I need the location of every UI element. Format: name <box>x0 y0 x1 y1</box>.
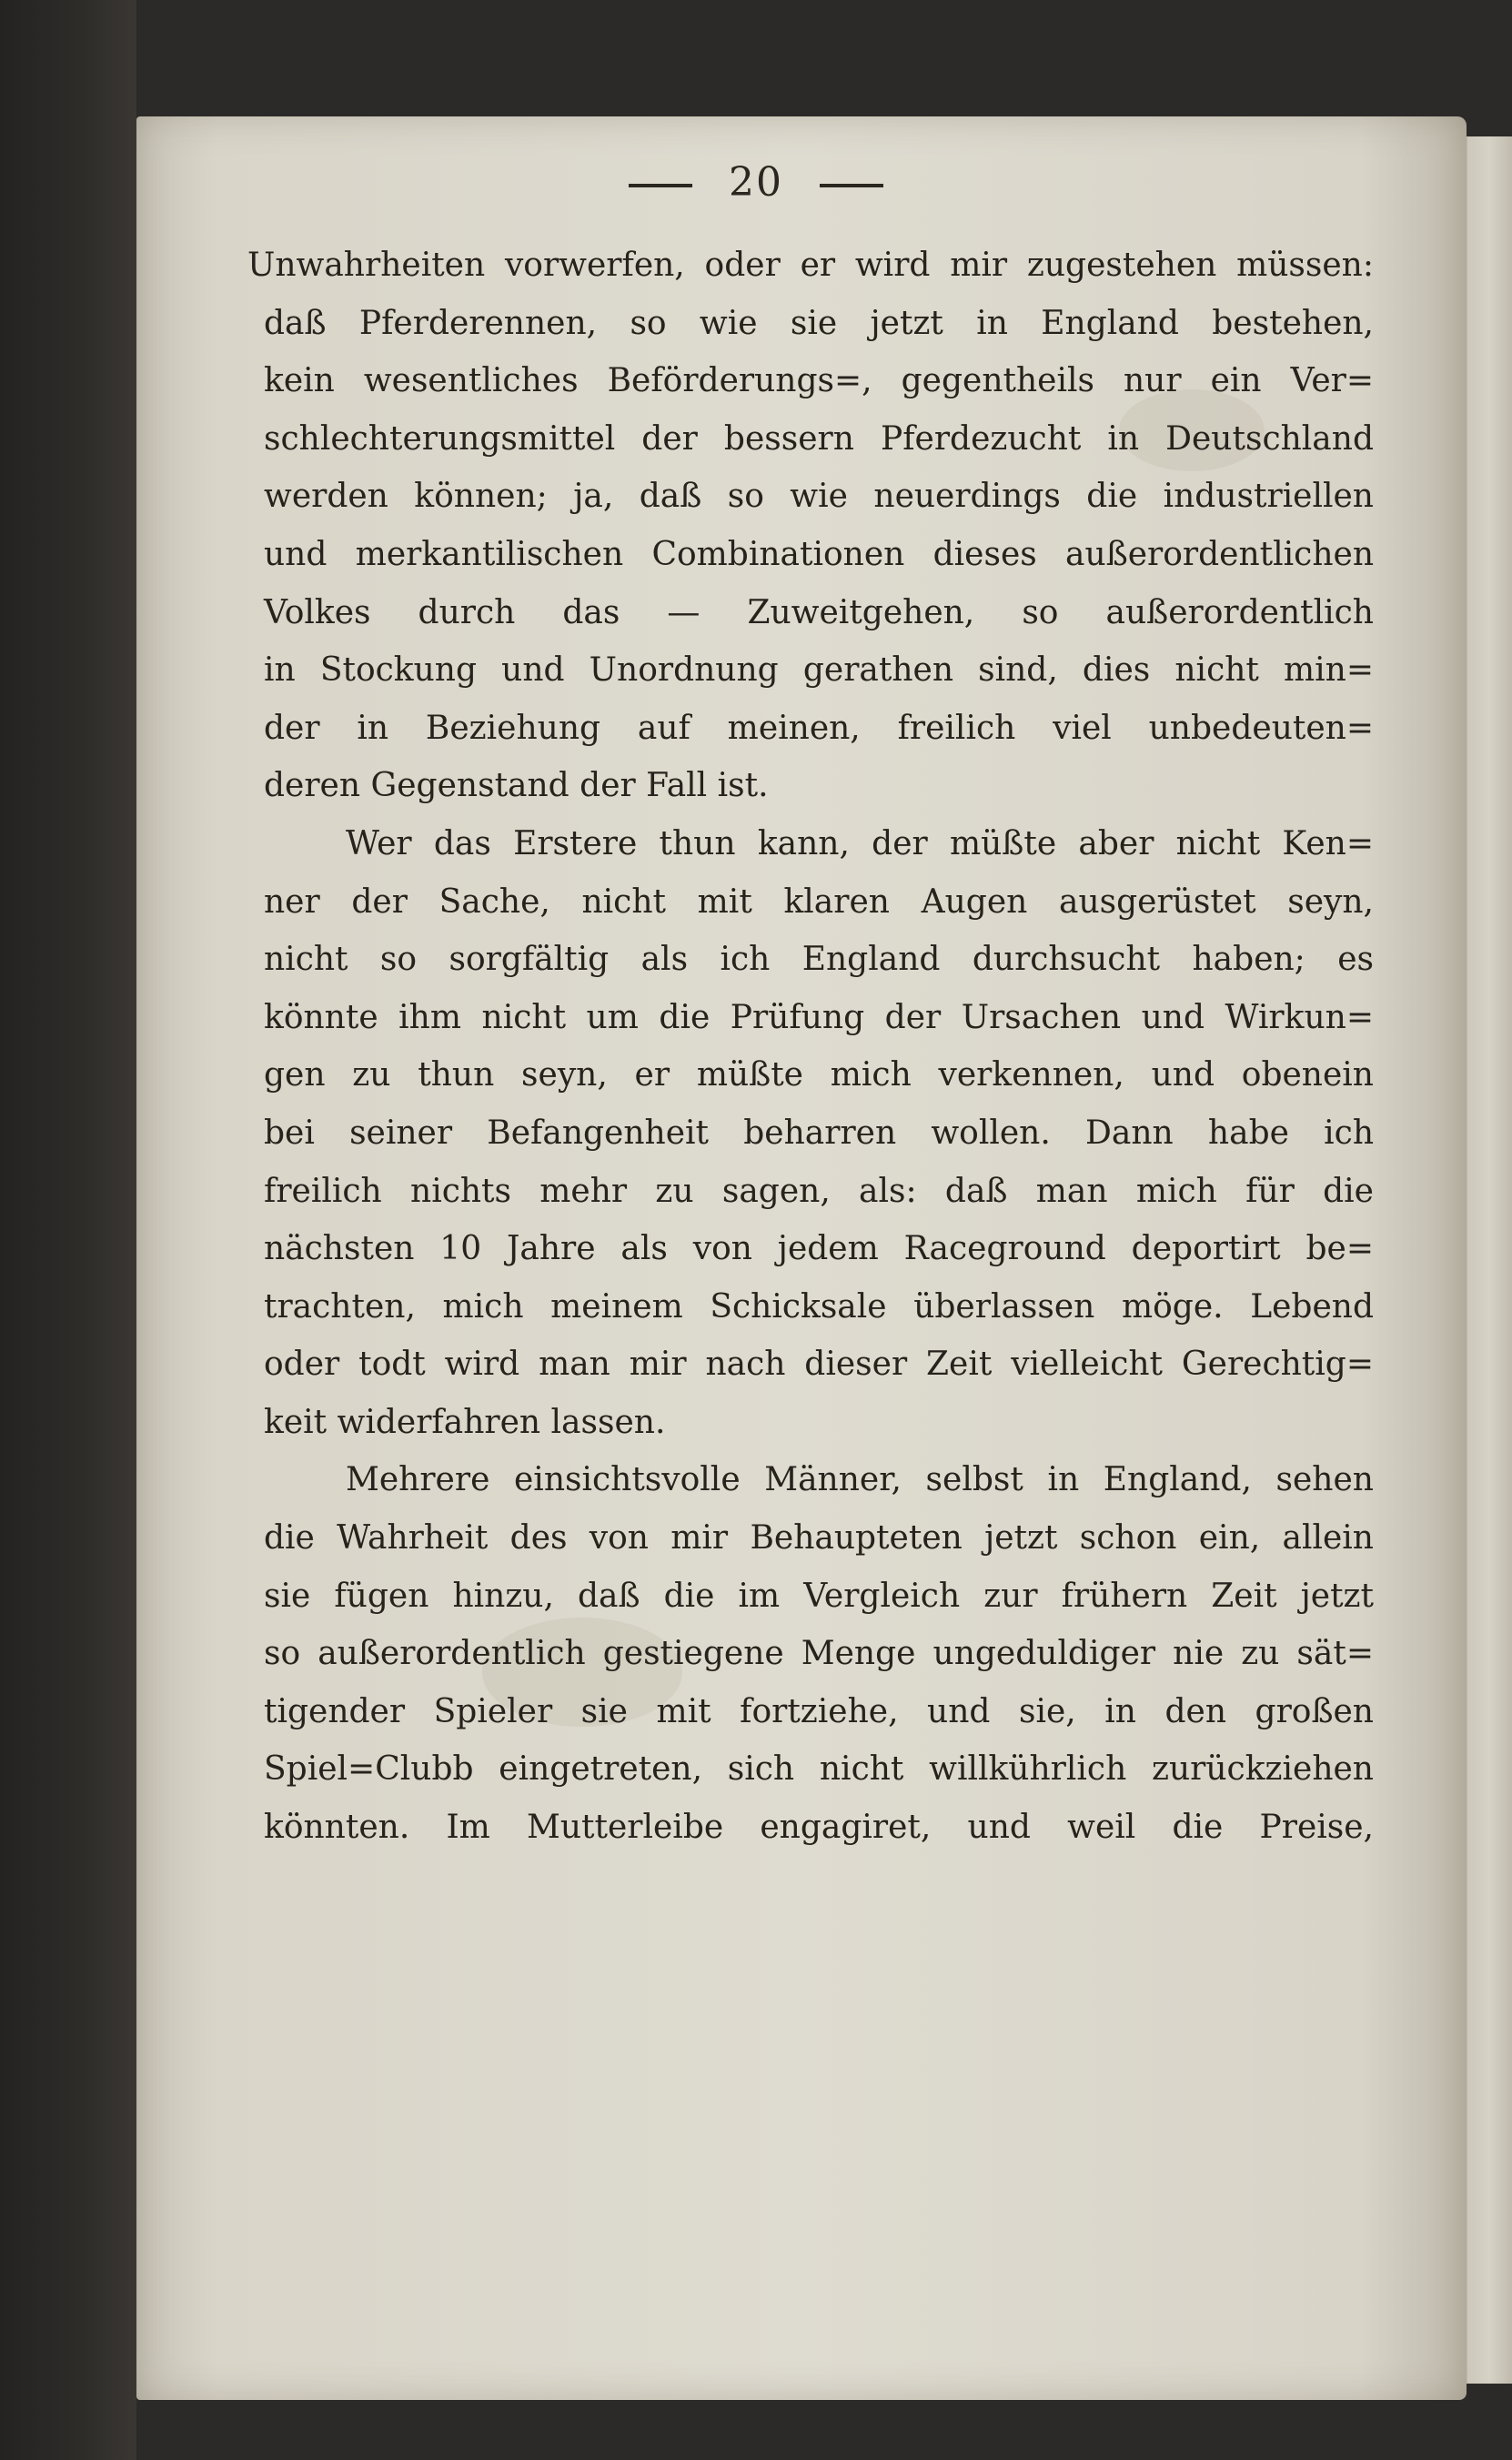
text-line: so außerordentlich gestiegene Menge ungeduldiger nie zu sät= <box>264 1635 1374 1673</box>
text-line: bei seiner Befangenheit beharren wollen. Dann habe ich <box>264 1114 1374 1152</box>
text-line: und merkantilischen Combinationen dieses außerordentlichen <box>264 535 1374 573</box>
page-number: 20 <box>729 159 783 206</box>
book-binding <box>0 0 136 2460</box>
text-line: freilich nichts mehr zu sagen, als: daß man mich für die <box>264 1172 1374 1210</box>
text-line: oder todt wird man mir nach dieser Zeit vielleicht Gerechtig= <box>264 1346 1374 1384</box>
text-line: ner der Sache, nicht mit klaren Augen ausgerüstet seyn, <box>264 882 1374 921</box>
text-line: sie fügen hinzu, daß die im Vergleich zur frühern Zeit jetzt <box>264 1577 1374 1615</box>
text-line: gen zu thun seyn, er müßte mich verkennen, und obenein <box>264 1056 1374 1094</box>
text-line: könnte ihm nicht um die Prüfung der Ursachen und Wirkun= <box>264 998 1374 1036</box>
text-line: Spiel=Clubb eingetreten, sich nicht willkührlich zurückziehen <box>264 1750 1374 1789</box>
text-line: schlechterungsmittel der bessern Pferdezucht in Deutschland <box>264 419 1374 458</box>
text-line: Mehrere einsichtsvolle Männer, selbst in England, sehen <box>346 1461 1374 1499</box>
body-text <box>247 237 1374 1857</box>
text-line: in Stockung und Unordnung gerathen sind, dies nicht min= <box>264 651 1374 690</box>
text-line: Volkes durch das — Zuweitgehen, so außerordentlich <box>264 593 1374 631</box>
text-line: deren Gegenstand der Fall ist. <box>264 767 769 805</box>
text-line: keit widerfahren lassen. <box>264 1403 666 1441</box>
header-dash-right <box>820 184 883 187</box>
text-line: nächsten 10 Jahre als von jedem Raceground deportirt be= <box>264 1230 1374 1268</box>
text-line: trachten, mich meinem Schicksale überlassen möge. Lebend <box>264 1287 1374 1326</box>
header-dash-left <box>629 184 692 187</box>
text-line: könnten. Im Mutterleibe engagiret, und weil die Preise, <box>264 1809 1374 1847</box>
text-line: kein wesentliches Beförderungs=, gegentheils nur ein Ver= <box>264 362 1374 400</box>
page-header <box>0 159 1512 206</box>
text-line: Wer das Erstere thun kann, der müßte aber nicht Ken= <box>346 824 1374 862</box>
text-line: nicht so sorgfältig als ich England durchsucht haben; es <box>264 941 1374 979</box>
text-line: daß Pferderennen, so wie sie jetzt in England bestehen, <box>264 304 1374 342</box>
text-line: der in Beziehung auf meinen, freilich viel unbedeuten= <box>264 709 1374 747</box>
text-line: werden können; ja, daß so wie neuerdings die industriellen <box>264 478 1374 516</box>
text-line: die Wahrheit des von mir Behaupteten jetzt schon ein, allein <box>264 1519 1374 1558</box>
text-line: Unwahrheiten vorwerfen, oder er wird mir zugestehen müssen: <box>247 247 1374 284</box>
text-line: tigender Spieler sie mit fortziehe, und sie, in den großen <box>264 1692 1374 1730</box>
